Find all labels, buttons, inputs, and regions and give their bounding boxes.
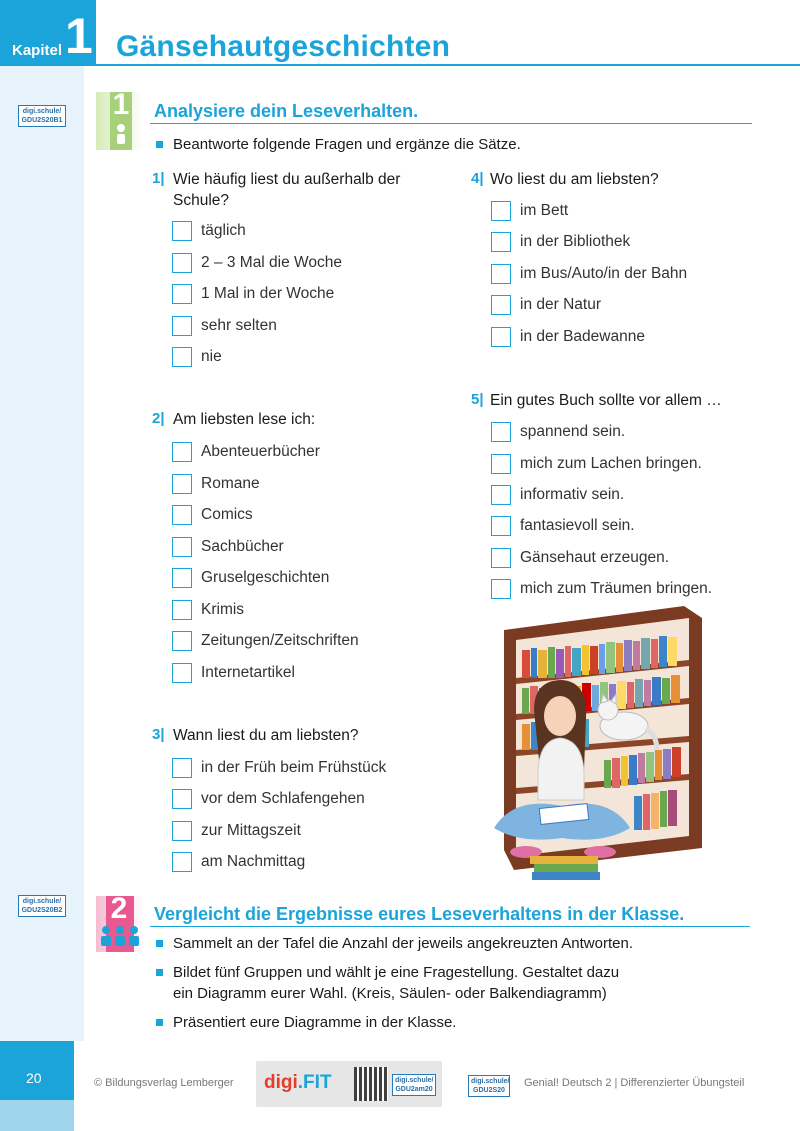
title-divider [96, 64, 800, 66]
task1-code-line1: digi.schule/ [22, 108, 62, 115]
checkbox[interactable] [172, 442, 192, 462]
task2-heading-rule [150, 926, 750, 927]
option-label: spannend sein. [520, 423, 626, 440]
checkbox[interactable] [491, 579, 511, 599]
option-label: sehr selten [201, 317, 277, 334]
footer-code-box[interactable] [468, 1075, 510, 1097]
q5-number: 5| [471, 391, 484, 408]
option-label: Romane [201, 475, 260, 492]
checkbox[interactable] [491, 548, 511, 568]
q1-text-line1: Wie häufig liest du außerhalb der [173, 171, 401, 188]
q1-number: 1| [152, 170, 165, 187]
option-label: in der Natur [520, 296, 601, 313]
option-label: in der Badewanne [520, 328, 645, 345]
q5-text: Ein gutes Buch sollte vor allem … [490, 392, 722, 409]
digifit-box[interactable] [256, 1061, 442, 1107]
option-label: mich zum Träumen bringen. [520, 580, 713, 597]
checkbox[interactable] [172, 789, 192, 809]
task2-badge [96, 892, 144, 956]
task1-instruction: Beantworte folgende Fragen und ergänze die Sätze. [173, 136, 521, 153]
option-label: in der Bibliothek [520, 233, 631, 250]
footer-code-line1: digi.schule/ [471, 1078, 510, 1085]
checkbox[interactable] [491, 454, 511, 474]
option-label: Gruselgeschichten [201, 569, 330, 586]
chapter-label: Kapitel [12, 42, 63, 59]
q2-number: 2| [152, 410, 165, 427]
chapter-band [0, 0, 96, 66]
option-label: 1 Mal in der Woche [201, 285, 335, 302]
q2-text: Am liebsten lese ich: [173, 411, 316, 428]
task2-instruction-3: Präsentiert eure Diagramme in der Klasse. [173, 1014, 457, 1031]
option-label: informativ sein. [520, 486, 625, 503]
task2-bullet [156, 1019, 163, 1026]
checkbox[interactable] [491, 327, 511, 347]
option-label: am Nachmittag [201, 853, 306, 870]
q3-text: Wann liest du am liebsten? [173, 727, 359, 744]
option-label: täglich [201, 222, 246, 239]
task1-heading-rule [150, 123, 752, 124]
task2-heading: Vergleicht die Ergebnisse eures Leseverhaltens in der Klasse. [154, 904, 685, 924]
task2-instruction-2a: Bildet fünf Gruppen und wählt je eine Fragestellung. Gestaltet dazu [173, 964, 620, 981]
option-label: nie [201, 348, 222, 365]
option-label: zur Mittagszeit [201, 822, 301, 839]
option-label: 2 – 3 Mal die Woche [201, 254, 343, 271]
publisher-credit: © Bildungsverlag Lemberger [94, 1077, 234, 1089]
option-label: Sachbücher [201, 538, 284, 555]
task2-code-box[interactable] [18, 895, 66, 917]
checkbox[interactable] [172, 663, 192, 683]
books-row5 [634, 790, 677, 830]
checkbox[interactable] [172, 568, 192, 588]
option-label: fantasievoll sein. [520, 517, 635, 534]
task1-badge [96, 88, 144, 152]
checkbox[interactable] [172, 505, 192, 525]
option-label: Internetartikel [201, 664, 295, 681]
task1-number: 1 [112, 88, 130, 121]
digifit-code-line1: digi.schule/ [395, 1077, 434, 1084]
option-label: in der Früh beim Frühstück [201, 759, 387, 776]
checkbox[interactable] [491, 232, 511, 252]
option-label: im Bus/Auto/in der Bahn [520, 265, 688, 282]
checkbox[interactable] [491, 422, 511, 442]
task1-code-line2: GDU2S20B1 [21, 117, 63, 124]
option-label: Gänsehaut erzeugen. [520, 549, 670, 566]
checkbox[interactable] [172, 316, 192, 336]
option-label: im Bett [520, 202, 569, 219]
digifit-code-box[interactable] [392, 1074, 436, 1096]
bookshelf-illustration [484, 600, 724, 890]
qr-code-icon [354, 1067, 388, 1101]
task2-code-line1: digi.schule/ [22, 898, 62, 905]
checkbox[interactable] [491, 485, 511, 505]
checkbox[interactable] [172, 631, 192, 651]
option-label: vor dem Schlafengehen [201, 790, 365, 807]
checkbox[interactable] [172, 821, 192, 841]
page-number: 20 [26, 1070, 42, 1086]
digifit-logo [264, 1072, 332, 1094]
q3-number: 3| [152, 726, 165, 743]
footer-band-light [0, 1100, 74, 1131]
task2-number: 2 [110, 892, 128, 925]
digifit-prefix: digi [264, 1072, 298, 1093]
footer-code-line2: GDU2S20 [473, 1087, 505, 1094]
q4-text: Wo liest du am liebsten? [490, 171, 659, 188]
q1-text-line2: Schule? [173, 192, 230, 209]
checkbox[interactable] [491, 201, 511, 221]
option-label: mich zum Lachen bringen. [520, 455, 702, 472]
task2-code-line2: GDU2S20B2 [21, 907, 63, 914]
task2-bullet [156, 940, 163, 947]
task2-instruction-2b: ein Diagramm eurer Wahl. (Kreis, Säulen- oder Balkendiagramm) [173, 985, 607, 1002]
checkbox[interactable] [172, 284, 192, 304]
checkbox[interactable] [172, 253, 192, 273]
digifit-code-line2: GDU2am20 [395, 1086, 433, 1093]
checkbox[interactable] [172, 600, 192, 620]
task1-code-box[interactable] [18, 105, 66, 127]
digifit-suffix: .FIT [297, 1072, 332, 1093]
option-label: Krimis [201, 601, 245, 618]
checkbox[interactable] [172, 852, 192, 872]
option-label: Comics [201, 506, 253, 523]
page-title: Gänsehautgeschichten [116, 30, 451, 63]
task2-instruction-1: Sammelt an der Tafel die Anzahl der jeweils angekreuzten Antworten. [173, 935, 633, 952]
book-title: Genial! Deutsch 2 | Differenzierter Übungsteil [524, 1077, 745, 1089]
checkbox[interactable] [172, 537, 192, 557]
task1-heading: Analysiere dein Leseverhalten. [154, 101, 419, 121]
chapter-number: 1 [65, 8, 93, 64]
option-label: Zeitungen/Zeitschriften [201, 632, 359, 649]
task1-bullet [156, 141, 163, 148]
checkbox[interactable] [491, 295, 511, 315]
q4-number: 4| [471, 170, 484, 187]
option-label: Abenteuerbücher [201, 443, 320, 460]
checkbox[interactable] [491, 516, 511, 536]
checkbox[interactable] [172, 347, 192, 367]
checkbox[interactable] [172, 221, 192, 241]
checkbox[interactable] [172, 474, 192, 494]
checkbox[interactable] [491, 264, 511, 284]
task2-bullet [156, 969, 163, 976]
checkbox[interactable] [172, 758, 192, 778]
